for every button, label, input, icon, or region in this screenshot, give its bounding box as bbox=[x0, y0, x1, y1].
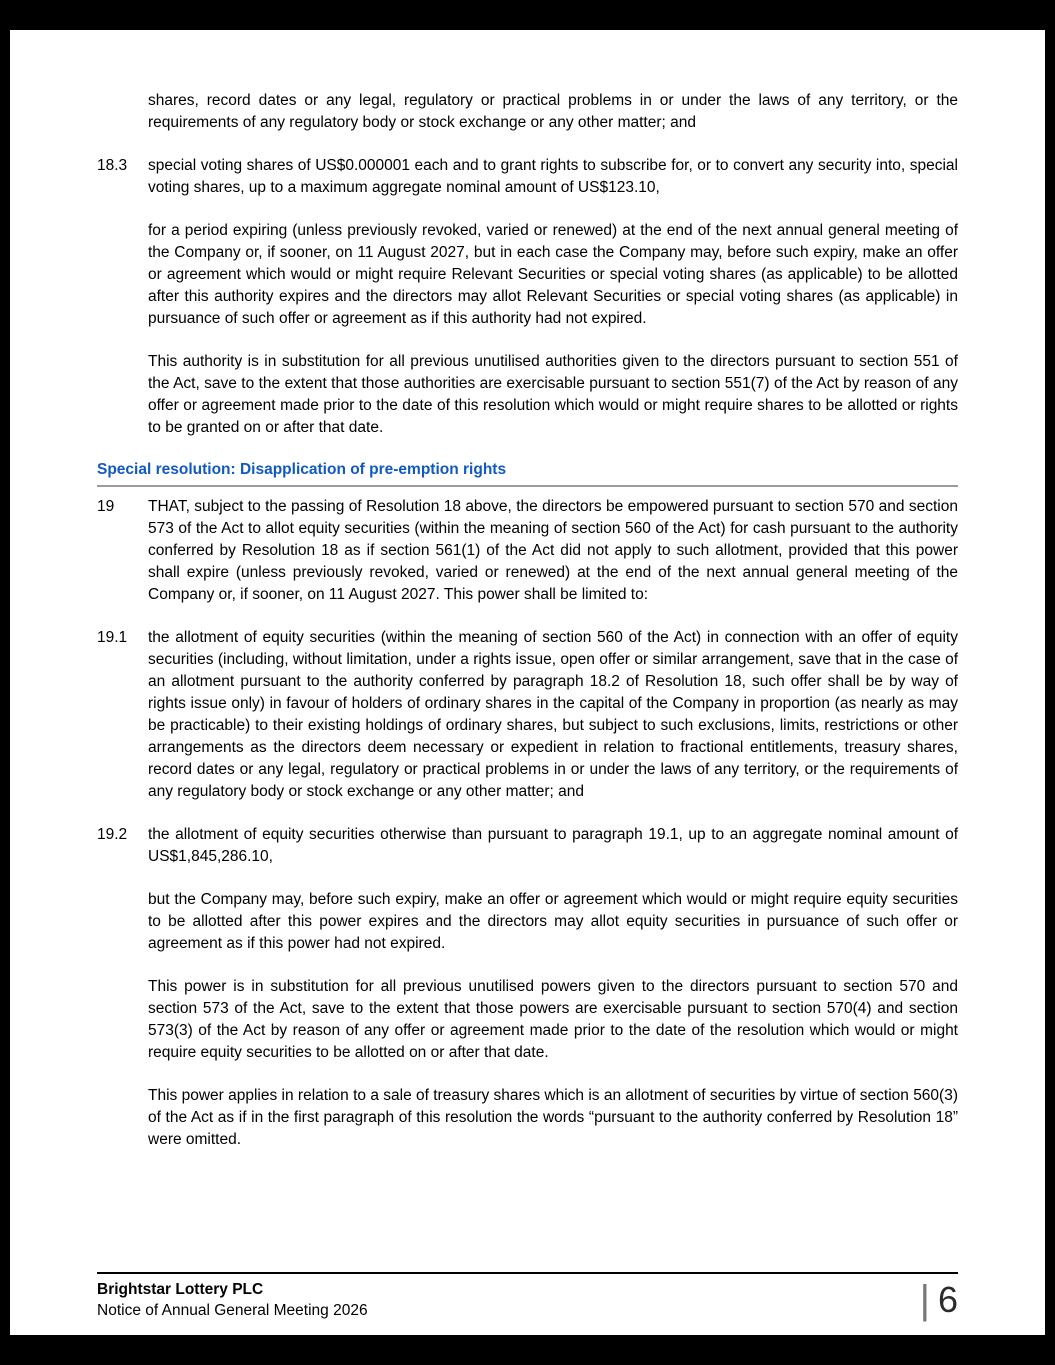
paragraph-power-expiry bbox=[97, 889, 958, 955]
page-number: 6 bbox=[937, 1279, 958, 1320]
clause-number: 19.2 bbox=[97, 826, 128, 843]
page-footer bbox=[97, 1272, 958, 1321]
paragraph-authority-substitution bbox=[97, 351, 958, 439]
paragraph-continuation bbox=[97, 90, 958, 134]
clause-19-1 bbox=[97, 627, 958, 803]
footer-page-number bbox=[920, 1280, 958, 1320]
clause-number: 19 bbox=[97, 498, 115, 515]
paragraph-text: the allotment of equity securities (within the meaning of section 560 of the Act) in connection with an offer of equity securities (including, without limitation, under a rights issue, open offer or similar arrangement, save that in the case of an allotment pursuant to the authority conferred by paragraph 18.2 of Resolution 18, such offer shall be by way of rights issue only) in favour of holders of ordinary shares in the capital of the Company in proportion (as nearly as may be practicable) to their existing holdings of ordinary shares, but subject to such exclusions, limits, restrictions or other arrangements as the directors deem necessary or expedient in relation to fractional entitlements, treasury shares, record dates or any legal, regulatory or practical problems in or under the laws of any territory, or the requirements of any regulatory body or stock exchange or any other matter; and bbox=[148, 629, 958, 800]
clause-number bbox=[97, 1085, 148, 1151]
clause-number: 19.1 bbox=[97, 629, 128, 646]
paragraph-text: but the Company may, before such expiry, make an offer or agreement which would or might require equity securities to be allotted after this power expires and the directors may allot equity securities in pursuance of such offer or agreement as if this power had not expired. bbox=[148, 891, 958, 952]
footer-company-name: Brightstar Lottery PLC bbox=[97, 1281, 264, 1298]
document-page bbox=[10, 30, 1045, 1335]
paragraph-text: This authority is in substitution for all previous unutilised authorities given to the directors pursuant to section 551 of the Act, save to the extent that those authorities are exercisable pursuant to section 551(7) of the Act by reason of any offer or agreement made prior to the date of this resolution which would or might require shares to be allotted or rights to be granted on or after that date. bbox=[148, 353, 958, 436]
paragraph-text: for a period expiring (unless previously revoked, varied or renewed) at the end of the next annual general meeting of the Company or, if sooner, on 11 August 2027, but in each case the Company may, before such expiry, make an offer or agreement which would or might require Relevant Securities or special voting shares (as applicable) to be allotted after this authority expires and the directors may allot Relevant Securities or special voting shares (as applicable) in pursuance of such offer or agreement as if this authority had not expired. bbox=[148, 222, 958, 327]
paragraph-text: THAT, subject to the passing of Resolution 18 above, the directors be empowered pursuant to section 570 and section 573 of the Act to allot equity securities (within the meaning of section 560 of the Act) for cash pursuant to the authority conferred by Resolution 18 as if section 561(1) of the Act did not apply to such allotment, provided that this power shall expire (unless previously revoked, varied or renewed) at the end of the next annual general meeting of the Company or, if sooner, on 11 August 2027. This power shall be limited to: bbox=[148, 498, 958, 603]
clause-18-3 bbox=[97, 155, 958, 199]
page-number-divider: | bbox=[919, 1278, 930, 1322]
paragraph-treasury-shares bbox=[97, 1085, 958, 1151]
footer-identity bbox=[97, 1279, 368, 1321]
paragraph-authority-period bbox=[97, 220, 958, 330]
paragraph-text: This power applies in relation to a sale of treasury shares which is an allotment of securities by virtue of section 560(3) of the Act as if in the first paragraph of this resolution the words “pursuant to the authority conferred by Resolution 18” were omitted. bbox=[148, 1087, 958, 1148]
paragraph-text: the allotment of equity securities otherwise than pursuant to paragraph 19.1, up to an aggregate nominal amount of US$1,845,286.10, bbox=[148, 826, 958, 865]
paragraph-text: special voting shares of US$0.000001 each and to grant rights to subscribe for, or to convert any security into, special voting shares, up to a maximum aggregate nominal amount of US$123.10, bbox=[148, 157, 958, 196]
clause-number bbox=[97, 889, 148, 955]
paragraph-power-substitution bbox=[97, 976, 958, 1064]
section-heading: Special resolution: Disapplication of pre-emption rights bbox=[97, 460, 958, 487]
footer-document-title: Notice of Annual General Meeting 2026 bbox=[97, 1302, 368, 1319]
clause-19-2 bbox=[97, 824, 958, 868]
paragraph-text: This power is in substitution for all previous unutilised powers given to the directors pursuant to section 570 and section 573 of the Act, save to the extent that those powers are exercisable pursuant to section 570(4) and section 573(3) of the Act by reason of any offer or agreement made prior to the date of the resolution which would or might require equity securities to be allotted on or after that date. bbox=[148, 978, 958, 1061]
clause-number bbox=[97, 220, 148, 330]
paragraph-text: shares, record dates or any legal, regulatory or practical problems in or under the laws of any territory, or the requirements of any regulatory body or stock exchange or any other matter; and bbox=[148, 92, 958, 131]
clause-number bbox=[97, 90, 148, 134]
document-content bbox=[10, 30, 1045, 1151]
clause-number bbox=[97, 351, 148, 439]
clause-number: 18.3 bbox=[97, 157, 128, 174]
clause-19 bbox=[97, 496, 958, 606]
clause-number bbox=[97, 976, 148, 1064]
